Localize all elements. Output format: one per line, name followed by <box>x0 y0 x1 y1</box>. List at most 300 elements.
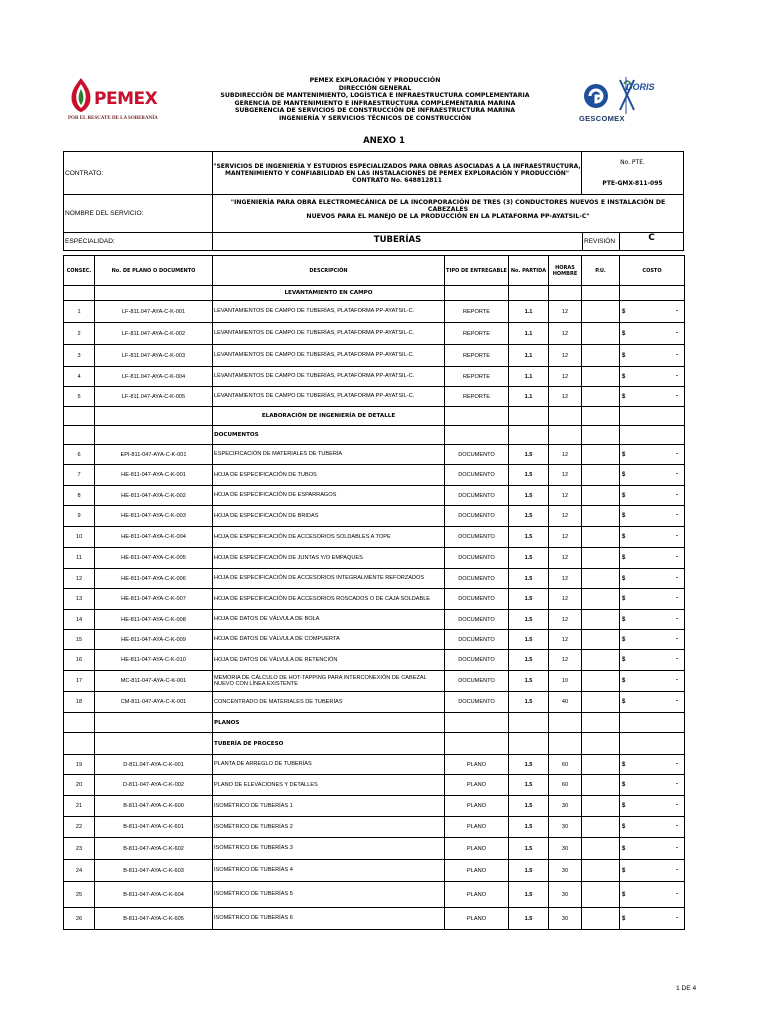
currency-symbol: $ <box>622 636 626 643</box>
empty-cell <box>509 713 549 733</box>
currency-symbol: $ <box>622 867 626 874</box>
table-row <box>64 817 685 838</box>
consec-cell: 4 <box>64 367 95 387</box>
cost-value: - <box>676 656 678 663</box>
contract-info <box>63 151 684 251</box>
cost-value: - <box>676 351 678 358</box>
man-hours-cell: 12 <box>549 387 582 407</box>
column-header: HORAS HOMBRE <box>549 256 582 286</box>
consec-cell: 12 <box>64 569 95 589</box>
empty-cell <box>509 286 549 301</box>
unit-price-cell <box>582 506 620 527</box>
man-hours-cell: 12 <box>549 630 582 650</box>
document-code-cell: HE-811-047-AYA-C-K-003 <box>95 506 213 527</box>
table-row <box>64 465 685 486</box>
consec-cell: 18 <box>64 692 95 713</box>
cost-value: - <box>676 677 678 684</box>
cost-value: - <box>676 823 678 830</box>
empty-cell <box>509 407 549 426</box>
consec-cell: 7 <box>64 465 95 486</box>
cost-value: - <box>676 533 678 540</box>
man-hours-cell: 30 <box>549 860 582 882</box>
currency-symbol: $ <box>622 782 626 788</box>
cost-value: - <box>676 574 678 581</box>
currency-symbol: $ <box>622 915 626 922</box>
man-hours-cell: 30 <box>549 908 582 930</box>
unit-price-cell <box>582 860 620 882</box>
empty-cell <box>582 713 620 733</box>
especialidad-row <box>64 233 683 250</box>
currency-symbol: $ <box>622 513 626 519</box>
pemex-logo <box>66 76 158 128</box>
currency-symbol: $ <box>622 472 626 478</box>
description-cell: HOJA DE ESPECIFICACIÓN DE JUNTAS Y/O EMPAQUES <box>213 548 445 569</box>
table-row <box>64 569 685 589</box>
deliverable-type-cell: DOCUMENTO <box>445 650 509 671</box>
cost-value: - <box>676 372 678 379</box>
code-cell <box>95 426 213 445</box>
especialidad-label: ESPECIALIDAD: <box>64 233 213 250</box>
deliverable-type-cell: DOCUMENTO <box>445 630 509 650</box>
empty-cell <box>582 407 620 426</box>
deliverable-type-cell: DOCUMENTO <box>445 692 509 713</box>
contrato-label: CONTRATO: <box>64 152 213 194</box>
cost-cell <box>620 527 685 548</box>
cost-cell <box>620 650 685 671</box>
description-cell: ESPECIFICACIÓN DE MATERIALES DE TUBERÍA <box>213 445 445 465</box>
pemex-eagle-icon <box>66 76 96 114</box>
partida-cell: 1.1 <box>509 301 549 323</box>
document-code-cell: LF-811.047-AYA-C-K-002 <box>95 323 213 345</box>
partida-cell: 1.5 <box>509 445 549 465</box>
table-row <box>64 367 685 387</box>
description-cell: PLANO DE ELEVACIONES Y DETALLES <box>213 775 445 796</box>
unit-price-cell <box>582 650 620 671</box>
consec-cell: 15 <box>64 630 95 650</box>
partida-cell: 1.5 <box>509 569 549 589</box>
table-row <box>64 527 685 548</box>
partida-cell: 1.5 <box>509 486 549 506</box>
unit-price-cell <box>582 671 620 692</box>
cost-cell <box>620 301 685 323</box>
consec-cell: 14 <box>64 610 95 630</box>
description-cell: CONCENTRADO DE MATERIALES DE TUBERÍAS <box>213 692 445 713</box>
document-code-cell: B-811-047-AYA-C-K-604 <box>95 882 213 908</box>
partida-cell: 1.5 <box>509 755 549 775</box>
unit-price-cell <box>582 548 620 569</box>
empty-cell <box>582 733 620 755</box>
contrato-row <box>64 152 683 195</box>
document-code-cell: HE-811-047-AYA-C-K-005 <box>95 548 213 569</box>
description-cell: HOJA DE ESPECIFICACIÓN DE ACCESORIOS ROSCADOS O DE CAJA SOLDABLE <box>213 589 445 610</box>
section-title: LEVANTAMIENTO EN CAMPO <box>213 286 445 301</box>
pemex-slogan: POR EL RESCATE DE LA SOBERANÍA <box>68 116 158 121</box>
partida-cell: 1.5 <box>509 817 549 838</box>
man-hours-cell: 12 <box>549 589 582 610</box>
consec-cell: 13 <box>64 589 95 610</box>
cost-cell <box>620 323 685 345</box>
column-header: COSTO <box>620 256 685 286</box>
table-row <box>64 838 685 860</box>
document-code-cell: B-811-047-AYA-C-K-605 <box>95 908 213 930</box>
cost-value: - <box>676 450 678 457</box>
table-row <box>64 506 685 527</box>
deliverable-type-cell: PLANO <box>445 860 509 882</box>
currency-symbol: $ <box>622 824 626 830</box>
consec-cell: 8 <box>64 486 95 506</box>
partida-cell: 1.5 <box>509 610 549 630</box>
unit-price-cell <box>582 465 620 486</box>
deliverable-type-cell: REPORTE <box>445 387 509 407</box>
table-row <box>64 860 685 882</box>
document-code-cell: B-811-047-AYA-C-K-601 <box>95 817 213 838</box>
code-cell <box>95 713 213 733</box>
man-hours-cell: 30 <box>549 817 582 838</box>
cost-cell <box>620 367 685 387</box>
table-row <box>64 908 685 930</box>
deliverable-type-cell: REPORTE <box>445 323 509 345</box>
servicio-line: "INGENIERÍA PARA OBRA ELECTROMECÁNICA DE LA INCORPORACIÓN DE TRES (3) CONDUCTORES NUEVOS E INSTALACIÓN DE CABEZALES <box>230 199 666 213</box>
cost-cell <box>620 775 685 796</box>
partida-cell: 1.1 <box>509 387 549 407</box>
man-hours-cell: 60 <box>549 775 582 796</box>
consec-cell: 19 <box>64 755 95 775</box>
consec-cell: 25 <box>64 882 95 908</box>
page-number: 1 DE 4 <box>676 985 697 992</box>
currency-symbol: $ <box>622 373 626 380</box>
partida-cell: 1.5 <box>509 630 549 650</box>
table-row <box>64 671 685 692</box>
empty-cell <box>549 426 582 445</box>
unit-price-cell <box>582 817 620 838</box>
cost-value: - <box>676 635 678 642</box>
consec-cell: 11 <box>64 548 95 569</box>
description-cell: ISOMÉTRICO DE TUBERÍAS 3 <box>213 838 445 860</box>
consec-cell: 5 <box>64 387 95 407</box>
currency-symbol: $ <box>622 596 626 602</box>
currency-symbol: $ <box>622 352 626 359</box>
description-cell: LEVANTAMIENTOS DE CAMPO DE TUBERÍAS, PLATAFORMA PP-AYATSIL-C. <box>213 367 445 387</box>
cost-cell <box>620 589 685 610</box>
deliverable-type-cell: PLANO <box>445 838 509 860</box>
unit-price-cell <box>582 796 620 817</box>
cost-cell <box>620 838 685 860</box>
cost-value: - <box>676 698 678 705</box>
unit-price-cell <box>582 445 620 465</box>
currency-symbol: $ <box>622 657 626 663</box>
cost-value: - <box>676 329 678 336</box>
header-line: INGENIERÍA Y SERVICIOS TÉCNICOS DE CONSTRUCCIÓN <box>278 114 472 122</box>
table-row <box>64 445 685 465</box>
unit-price-cell <box>582 301 620 323</box>
deliverable-type-cell: PLANO <box>445 817 509 838</box>
currency-symbol: $ <box>622 575 626 582</box>
description-cell: HOJA DE ESPECIFICACIÓN DE ESPARRAGOS <box>213 486 445 506</box>
table-row <box>64 882 685 908</box>
unit-price-cell <box>582 527 620 548</box>
cost-cell <box>620 860 685 882</box>
pte-label: No. PTE. <box>620 159 645 166</box>
section-title: ELABORACIÓN DE INGENIERÍA DE DETALLE <box>213 407 445 426</box>
document-code-cell: HE-811-047-AYA-C-K-007 <box>95 589 213 610</box>
consec-cell <box>64 713 95 733</box>
table-header-row <box>64 256 685 286</box>
partida-cell: 1.5 <box>509 465 549 486</box>
unit-price-cell <box>582 692 620 713</box>
document-code-cell: HE-811-047-AYA-C-K-002 <box>95 486 213 506</box>
cost-value: - <box>676 760 678 767</box>
partida-cell: 1.5 <box>509 506 549 527</box>
deliverable-type-cell: DOCUMENTO <box>445 671 509 692</box>
currency-symbol: $ <box>622 555 626 561</box>
partida-cell: 1.1 <box>509 323 549 345</box>
section-row <box>64 286 685 301</box>
servicio-label: NOMBRE DEL SERVICIO: <box>64 195 213 232</box>
deliverable-type-cell: PLANO <box>445 755 509 775</box>
partida-cell: 1.5 <box>509 775 549 796</box>
cost-value: - <box>676 554 678 561</box>
cost-value: - <box>676 491 678 498</box>
table-row <box>64 345 685 367</box>
cost-cell <box>620 506 685 527</box>
currency-symbol: $ <box>622 761 626 768</box>
consec-cell: 3 <box>64 345 95 367</box>
cost-cell <box>620 486 685 506</box>
unit-price-cell <box>582 367 620 387</box>
code-cell <box>95 286 213 301</box>
deliverable-type-cell: DOCUMENTO <box>445 610 509 630</box>
consec-cell: 26 <box>64 908 95 930</box>
table-body <box>64 286 685 930</box>
consec-cell <box>64 407 95 426</box>
man-hours-cell: 12 <box>549 569 582 589</box>
man-hours-cell: 30 <box>549 882 582 908</box>
empty-cell <box>620 426 685 445</box>
currency-symbol: $ <box>622 699 626 705</box>
currency-symbol: $ <box>622 330 626 337</box>
man-hours-cell: 40 <box>549 692 582 713</box>
partida-cell: 1.5 <box>509 860 549 882</box>
document-title: ANEXO 1 <box>363 136 405 146</box>
pte-value: PTE-GMX-811-095 <box>602 180 663 187</box>
document-code-cell: EPI-811-047-AYA-C-K-001 <box>95 445 213 465</box>
consec-cell: 2 <box>64 323 95 345</box>
deliverable-type-cell: DOCUMENTO <box>445 527 509 548</box>
consec-cell: 20 <box>64 775 95 796</box>
unit-price-cell <box>582 345 620 367</box>
unit-price-cell <box>582 775 620 796</box>
description-cell: ISOMÉTRICO DE TUBERÍAS 1 <box>213 796 445 817</box>
man-hours-cell: 12 <box>549 548 582 569</box>
partida-cell: 1.5 <box>509 796 549 817</box>
code-cell <box>95 407 213 426</box>
gescomex-wordmark: GESCOMEX <box>579 114 625 123</box>
currency-symbol: $ <box>622 845 626 852</box>
table-row <box>64 692 685 713</box>
subsection-row <box>64 713 685 733</box>
description-cell: HOJA DE DATOS DE VÁLVULA DE RETENCIÓN <box>213 650 445 671</box>
empty-cell <box>582 426 620 445</box>
consec-cell: 6 <box>64 445 95 465</box>
subsection-title: PLANOS <box>213 713 445 733</box>
gescomex-emblem-icon <box>568 76 678 116</box>
cost-cell <box>620 610 685 630</box>
description-cell: HOJA DE DATOS DE VÁLVULA DE COMPUERTA <box>213 630 445 650</box>
currency-symbol: $ <box>622 803 626 809</box>
man-hours-cell: 10 <box>549 671 582 692</box>
code-cell <box>95 733 213 755</box>
deliverable-type-cell: PLANO <box>445 775 509 796</box>
empty-cell <box>549 713 582 733</box>
column-header: TIPO DE ENTREGABLE <box>445 256 509 286</box>
cost-cell <box>620 882 685 908</box>
table-row <box>64 650 685 671</box>
currency-symbol: $ <box>622 451 626 458</box>
document-code-cell: MC-811-047-AYA-C-K-001 <box>95 671 213 692</box>
cost-cell <box>620 387 685 407</box>
description-cell: PLANTA DE ARREGLO DE TUBERÍAS <box>213 755 445 775</box>
cost-value: - <box>676 615 678 622</box>
man-hours-cell: 60 <box>549 755 582 775</box>
deliverable-type-cell: PLANO <box>445 882 509 908</box>
description-cell: LEVANTAMIENTOS DE CAMPO DE TUBERÍAS, PLATAFORMA PP-AYATSIL-C. <box>213 301 445 323</box>
column-header: CONSEC. <box>64 256 95 286</box>
man-hours-cell: 12 <box>549 610 582 630</box>
document-code-cell: B-811-047-AYA-C-K-603 <box>95 860 213 882</box>
document-code-cell: LF-811.047-AYA-C-K-004 <box>95 367 213 387</box>
description-cell: HOJA DE DATOS DE VÁLVULA DE BOLA <box>213 610 445 630</box>
unit-price-cell <box>582 882 620 908</box>
table-row <box>64 755 685 775</box>
empty-cell <box>582 286 620 301</box>
table-row <box>64 775 685 796</box>
deliverable-type-cell: DOCUMENTO <box>445 465 509 486</box>
man-hours-cell: 12 <box>549 506 582 527</box>
description-cell: ISOMÉTRICO DE TUBERÍAS 2 <box>213 817 445 838</box>
partida-cell: 1.1 <box>509 345 549 367</box>
cost-value: - <box>676 307 678 314</box>
empty-cell <box>445 426 509 445</box>
deliverable-type-cell: REPORTE <box>445 367 509 387</box>
consec-cell: 23 <box>64 838 95 860</box>
deliverable-type-cell: DOCUMENTO <box>445 569 509 589</box>
currency-symbol: $ <box>622 393 626 400</box>
document-code-cell: LF-811.047-AYA-C-K-001 <box>95 301 213 323</box>
consec-cell: 22 <box>64 817 95 838</box>
currency-symbol: $ <box>622 891 626 898</box>
column-header: No. DE PLANO O DOCUMENTO <box>95 256 213 286</box>
section-row <box>64 407 685 426</box>
description-cell: MEMORIA DE CÁLCULO DE HOT-TAPPING PARA INTERCONEXIÓN DE CABEZAL NUEVO CON LÍNEA EXISTENTE <box>213 671 445 692</box>
cost-value: - <box>676 471 678 478</box>
consec-cell: 17 <box>64 671 95 692</box>
cost-cell <box>620 755 685 775</box>
column-header: DESCRIPCIÓN <box>213 256 445 286</box>
contrato-text <box>213 152 581 194</box>
empty-cell <box>445 286 509 301</box>
empty-cell <box>549 286 582 301</box>
subsection-title: TUBERÍA DE PROCESO <box>213 733 445 755</box>
description-cell: HOJA DE ESPECIFICACIÓN DE ACCESORIOS INTEGRALMENTE REFORZADOS <box>213 569 445 589</box>
currency-symbol: $ <box>622 678 626 684</box>
deliverable-type-cell: DOCUMENTO <box>445 445 509 465</box>
unit-price-cell <box>582 908 620 930</box>
table-row <box>64 486 685 506</box>
header-organization <box>200 77 550 123</box>
empty-cell <box>620 713 685 733</box>
document-code-cell: LF-811.047-AYA-C-K-003 <box>95 345 213 367</box>
description-cell: ISOMÉTRICO DE TUBERÍAS 4 <box>213 860 445 882</box>
man-hours-cell: 12 <box>549 367 582 387</box>
cost-cell <box>620 548 685 569</box>
cost-cell <box>620 345 685 367</box>
table-row <box>64 548 685 569</box>
table-row <box>64 301 685 323</box>
unit-price-cell <box>582 387 620 407</box>
deliverable-type-cell: PLANO <box>445 908 509 930</box>
partida-cell: 1.5 <box>509 671 549 692</box>
unit-price-cell <box>582 755 620 775</box>
table-row <box>64 796 685 817</box>
cost-value: - <box>676 890 678 897</box>
table-row <box>64 630 685 650</box>
consec-cell: 24 <box>64 860 95 882</box>
document-code-cell: B-811-047-AYA-C-K-602 <box>95 838 213 860</box>
consec-cell: 10 <box>64 527 95 548</box>
empty-cell <box>445 713 509 733</box>
deliverable-type-cell: PLANO <box>445 796 509 817</box>
cost-cell <box>620 908 685 930</box>
partida-cell: 1.5 <box>509 650 549 671</box>
document-code-cell: B-811-047-AYA-C-K-600 <box>95 796 213 817</box>
empty-cell <box>445 733 509 755</box>
servicio-line: NUEVOS PARA EL MANEJO DE LA PRODUCCIÓN EN LA PLATAFORMA PP-AYATSIL-C" <box>306 213 590 220</box>
deliverable-type-cell: DOCUMENTO <box>445 486 509 506</box>
description-cell: HOJA DE ESPECIFICACIÓN DE BRIDAS <box>213 506 445 527</box>
gescomex-logo <box>568 76 678 126</box>
description-cell: HOJA DE ESPECIFICACIÓN DE ACCESORIOS SOLDABLES A TOPE <box>213 527 445 548</box>
man-hours-cell: 12 <box>549 527 582 548</box>
unit-price-cell <box>582 569 620 589</box>
unit-price-cell <box>582 589 620 610</box>
unit-price-cell <box>582 838 620 860</box>
empty-cell <box>509 426 549 445</box>
empty-cell <box>549 407 582 426</box>
table-row <box>64 323 685 345</box>
cost-cell <box>620 692 685 713</box>
document-code-cell: HE-811-047-AYA-C-K-006 <box>95 569 213 589</box>
column-header: P.U. <box>582 256 620 286</box>
doris-wordmark: DORIS <box>626 82 655 92</box>
consec-cell: 9 <box>64 506 95 527</box>
consec-cell <box>64 286 95 301</box>
description-cell: LEVANTAMIENTOS DE CAMPO DE TUBERÍAS, PLATAFORMA PP-AYATSIL-C. <box>213 387 445 407</box>
partida-cell: 1.5 <box>509 838 549 860</box>
partida-cell: 1.5 <box>509 527 549 548</box>
man-hours-cell: 12 <box>549 445 582 465</box>
description-cell: ISOMÉTRICO DE TUBERÍAS 5 <box>213 882 445 908</box>
deliverable-type-cell: DOCUMENTO <box>445 506 509 527</box>
man-hours-cell: 30 <box>549 838 582 860</box>
document-code-cell: LF-811.047-AYA-C-K-005 <box>95 387 213 407</box>
cost-value: - <box>676 595 678 602</box>
partida-cell: 1.5 <box>509 908 549 930</box>
servicio-text <box>213 195 683 232</box>
deliverables-table <box>63 255 685 930</box>
cost-cell <box>620 630 685 650</box>
empty-cell <box>620 407 685 426</box>
empty-cell <box>509 733 549 755</box>
